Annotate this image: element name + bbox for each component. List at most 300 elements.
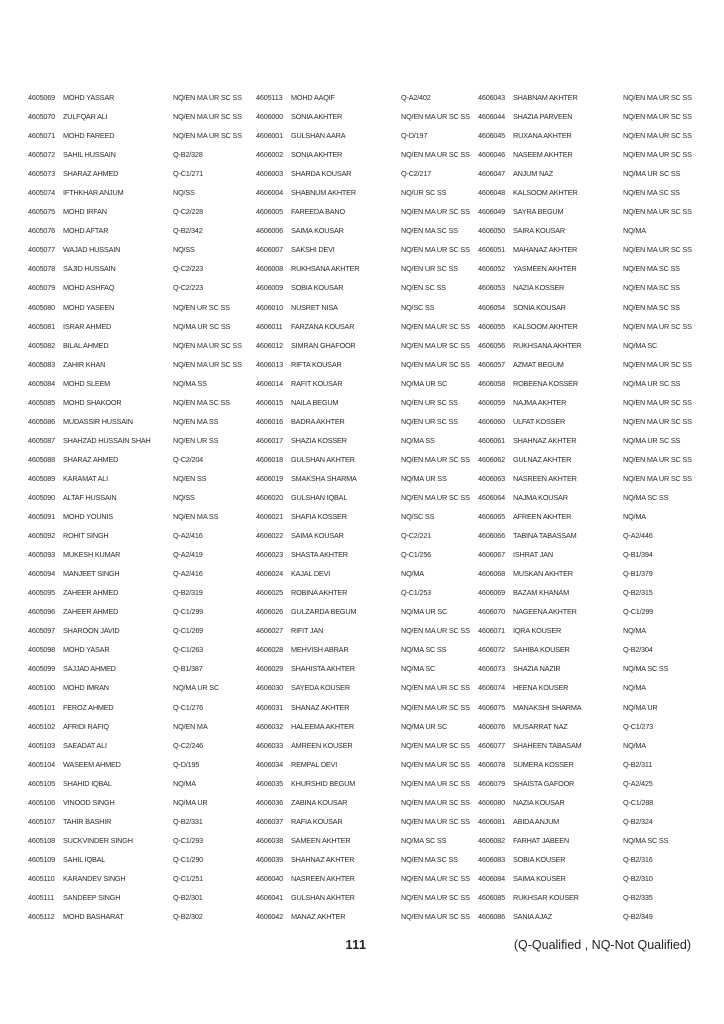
roll-number: 4606085 <box>478 892 506 902</box>
candidate-name: NAZIA KOSSER <box>513 283 565 293</box>
result-status: Q-B1/394 <box>623 550 653 560</box>
result-row <box>478 317 692 336</box>
result-status: Q-D/197 <box>401 131 428 141</box>
result-row <box>478 450 692 469</box>
result-status: Q-B2/316 <box>623 854 653 864</box>
result-row <box>28 698 244 717</box>
candidate-name: BAZAM KHANAM <box>513 588 569 598</box>
roll-number: 4606035 <box>256 778 284 788</box>
result-status: Q-C2/221 <box>401 531 432 541</box>
result-status: NQ/EN MA UR SC SS <box>173 93 242 103</box>
candidate-name: SHAHID IQBAL <box>63 778 112 788</box>
candidate-name: ZAHEER AHMED <box>63 607 119 617</box>
result-row <box>256 488 470 507</box>
roll-number: 4605102 <box>28 721 56 731</box>
result-row <box>478 374 692 393</box>
roll-number: 4606040 <box>256 873 284 883</box>
result-row <box>28 202 244 221</box>
roll-number: 4605078 <box>28 264 56 274</box>
roll-number: 4606038 <box>256 835 284 845</box>
roll-number: 4606068 <box>478 569 506 579</box>
result-row <box>28 164 244 183</box>
roll-number: 4606069 <box>478 588 506 598</box>
result-row <box>256 221 470 240</box>
roll-number: 4606083 <box>478 854 506 864</box>
result-row <box>478 126 692 145</box>
result-status: NQ/EN MA UR SC SS <box>401 912 470 922</box>
roll-number: 4606027 <box>256 626 284 636</box>
result-status: Q-B1/387 <box>173 664 203 674</box>
result-row <box>256 317 470 336</box>
result-row <box>256 240 470 259</box>
roll-number: 4605081 <box>28 321 56 331</box>
candidate-name: MOHD YASAR <box>63 645 110 655</box>
candidate-name: FARZANA KOUSAR <box>291 321 355 331</box>
candidate-name: NAJMA AKHTER <box>513 397 567 407</box>
result-status: Q-A2/416 <box>173 531 203 541</box>
result-row <box>256 717 470 736</box>
result-status: NQ/EN MA SS <box>173 416 219 426</box>
candidate-name: NAZIA KOUSAR <box>513 797 565 807</box>
result-row <box>478 164 692 183</box>
candidate-name: GULSHAN AARA <box>291 131 346 141</box>
result-row <box>28 755 244 774</box>
result-status: NQ/EN MA UR SC SS <box>401 207 470 217</box>
candidate-name: SHAZIA NAZIR <box>513 664 561 674</box>
result-status: Q-C2/223 <box>173 283 204 293</box>
result-status: Q-B2/302 <box>173 912 203 922</box>
roll-number: 4606044 <box>478 112 506 122</box>
result-row <box>478 621 692 640</box>
roll-number: 4606021 <box>256 512 284 522</box>
result-row <box>478 907 692 926</box>
result-row <box>478 545 692 564</box>
candidate-name: SAYEDA KOUSER <box>291 683 350 693</box>
candidate-name: RUKHSANA AKHTER <box>513 340 582 350</box>
result-status: NQ/EN MA UR SC SS <box>401 740 470 750</box>
candidate-name: MANAKSHI SHARMA <box>513 702 582 712</box>
candidate-name: SHAHISTA AKHTER <box>291 664 355 674</box>
candidate-name: NAJMA KOUSAR <box>513 493 568 502</box>
result-status: NQ/EN MA UR SC SS <box>623 207 692 217</box>
result-status: NQ/MA <box>623 512 646 522</box>
result-status: NQ/EN MA UR SC SS <box>401 873 470 883</box>
roll-number: 4606071 <box>478 626 506 636</box>
candidate-name: ZABINA KOUSAR <box>291 797 348 807</box>
candidate-name: HEENA KOUSER <box>513 683 569 693</box>
roll-number: 4606025 <box>256 588 284 598</box>
result-status: Q-C1/288 <box>623 797 654 807</box>
candidate-name: NASREEN AKHTER <box>291 873 355 883</box>
roll-number: 4606079 <box>478 778 506 788</box>
result-status: NQ/EN MA UR SC SS <box>401 778 470 788</box>
result-status: NQ/MA UR SC SS <box>623 169 681 179</box>
result-status: NQ/EN MA SC SS <box>401 854 458 864</box>
result-row <box>478 659 692 678</box>
roll-number: 4606059 <box>478 397 506 407</box>
roll-number: 4606029 <box>256 664 284 674</box>
candidate-name: KHURSHID BEGUM <box>291 778 356 788</box>
candidate-name: GULSHAN AKHTER <box>291 454 355 464</box>
roll-number: 4606063 <box>478 473 506 483</box>
result-row <box>256 678 470 697</box>
roll-number: 4605088 <box>28 454 56 464</box>
page-footer <box>0 938 724 956</box>
candidate-name: ZULFQAR ALI <box>63 112 108 122</box>
result-status: NQ/EN UR SS <box>173 435 219 445</box>
candidate-name: SIMRAN GHAFOOR <box>291 340 356 350</box>
roll-number: 4605107 <box>28 816 56 826</box>
result-status: Q-C1/253 <box>401 588 432 598</box>
result-row <box>28 640 244 659</box>
result-status: Q-B2/324 <box>623 816 653 826</box>
result-row <box>256 602 470 621</box>
candidate-name: NUSRET NISA <box>291 302 338 312</box>
result-row <box>256 583 470 602</box>
result-status: Q-C1/251 <box>173 873 204 883</box>
candidate-name: SHAROON JAVID <box>63 626 120 636</box>
result-row <box>256 126 470 145</box>
candidate-name: KALSOOM AKHTER <box>513 321 578 331</box>
candidate-name: SOBIA KOUSER <box>513 854 566 864</box>
candidate-name: AMREEN KOUSER <box>291 740 353 750</box>
result-row <box>256 259 470 278</box>
roll-number: 4606026 <box>256 607 284 617</box>
candidate-name: WAJAD HUSSAIN <box>63 245 121 255</box>
result-row <box>28 659 244 678</box>
result-status: NQ/MA SC <box>623 340 658 350</box>
candidate-name: HALEEMA AKHTER <box>291 721 354 731</box>
result-status: Q-C1/271 <box>173 169 204 179</box>
result-row <box>256 202 470 221</box>
roll-number: 4605094 <box>28 569 56 579</box>
roll-number: 4606002 <box>256 150 284 160</box>
result-status: NQ/EN MA UR SC SS <box>623 150 692 160</box>
result-status: NQ/MA SC SS <box>401 835 447 845</box>
roll-number: 4605092 <box>28 531 56 541</box>
roll-number: 4606045 <box>478 131 506 141</box>
candidate-name: SAJID HUSSAIN <box>63 264 116 274</box>
result-row <box>28 717 244 736</box>
result-status: Q-B2/331 <box>173 816 203 826</box>
result-row <box>28 355 244 374</box>
result-column-2 <box>256 88 470 926</box>
result-row <box>256 831 470 850</box>
candidate-name: SAIMA KOUSER <box>513 873 566 883</box>
result-row <box>28 298 244 317</box>
result-status: NQ/MA UR SC SS <box>623 435 681 445</box>
result-row <box>28 183 244 202</box>
roll-number: 4606015 <box>256 397 284 407</box>
result-status: Q-C1/263 <box>173 645 204 655</box>
candidate-name: MOHD IRFAN <box>63 207 107 217</box>
candidate-name: MOHD FAREED <box>63 131 115 141</box>
result-row <box>28 488 244 507</box>
roll-number: 4606008 <box>256 264 284 274</box>
result-row <box>28 793 244 812</box>
result-row <box>478 564 692 583</box>
result-status: NQ/MA UR <box>623 702 658 712</box>
result-status: NQ/MA <box>623 226 646 236</box>
roll-number: 4606055 <box>478 321 506 331</box>
result-status: Q-C1/299 <box>623 607 654 617</box>
roll-number: 4605085 <box>28 397 56 407</box>
result-status: NQ/MA <box>623 683 646 693</box>
result-status: NQ/EN MA UR SC SS <box>623 93 692 103</box>
result-row <box>28 221 244 240</box>
roll-number: 4606031 <box>256 702 284 712</box>
result-row <box>28 564 244 583</box>
result-status: NQ/EN MA UR SC SS <box>401 493 470 502</box>
candidate-name: ANJUM NAZ <box>513 169 553 179</box>
result-status: NQ/EN MA UR SC SS <box>173 112 242 122</box>
roll-number: 4606037 <box>256 816 284 826</box>
result-status: Q-C2/246 <box>173 740 204 750</box>
result-row <box>478 602 692 621</box>
result-status: Q-C2/228 <box>173 207 204 217</box>
candidate-name: SAIMA KOUSAR <box>291 226 344 236</box>
candidate-name: SAHIL HUSSAIN <box>63 150 116 160</box>
candidate-name: SAJJAD AHMED <box>63 664 116 674</box>
result-status: NQ/MA SS <box>173 378 207 388</box>
result-row <box>256 888 470 907</box>
roll-number: 4606042 <box>256 912 284 922</box>
candidate-name: SMAKSHA SHARMA <box>291 473 357 483</box>
result-row <box>28 259 244 278</box>
roll-number: 4606049 <box>478 207 506 217</box>
result-row <box>478 393 692 412</box>
roll-number: 4605079 <box>28 283 56 293</box>
candidate-name: ZAHEER AHMED <box>63 588 119 598</box>
result-row <box>256 659 470 678</box>
result-status: NQ/MA UR <box>173 797 208 807</box>
candidate-name: MOHD YOUNIS <box>63 512 113 522</box>
result-status: NQ/EN MA UR SC SS <box>401 683 470 693</box>
candidate-name: NAILA BEGUM <box>291 397 339 407</box>
result-status: Q-B2/315 <box>623 588 653 598</box>
candidate-name: YASMEEN AKHTER <box>513 264 577 274</box>
result-status: NQ/EN UR SC SS <box>401 397 458 407</box>
result-status: Q-C2/217 <box>401 169 432 179</box>
result-status: Q-B2/319 <box>173 588 203 598</box>
roll-number: 4606070 <box>478 607 506 617</box>
candidate-name: FEROZ AHMED <box>63 702 114 712</box>
result-status: NQ/EN MA UR SC SS <box>623 359 692 369</box>
candidate-name: MOHD YASEEN <box>63 302 115 312</box>
result-row <box>256 793 470 812</box>
result-status: NQ/MA UR SC SS <box>173 321 231 331</box>
result-row <box>256 374 470 393</box>
roll-number: 4606072 <box>478 645 506 655</box>
result-row <box>478 183 692 202</box>
roll-number: 4606013 <box>256 359 284 369</box>
roll-number: 4606003 <box>256 169 284 179</box>
result-row <box>28 583 244 602</box>
roll-number: 4605105 <box>28 778 56 788</box>
qualification-legend: (Q-Qualified , NQ-Not Qualified) <box>513 938 691 952</box>
result-row <box>478 850 692 869</box>
result-row <box>478 88 692 107</box>
candidate-name: SHAHEEN TABASAM <box>513 740 582 750</box>
result-status: NQ/EN UR SC SS <box>401 264 458 274</box>
candidate-name: KARAMAT ALI <box>63 473 108 483</box>
result-status: Q-B2/304 <box>623 645 653 655</box>
roll-number: 4605097 <box>28 626 56 636</box>
candidate-name: MANAZ AKHTER <box>291 912 346 922</box>
candidate-name: NASREEN AKHTER <box>513 473 577 483</box>
roll-number: 4606010 <box>256 302 284 312</box>
candidate-name: ISRAR AHMED <box>63 321 112 331</box>
result-row <box>256 869 470 888</box>
result-status: NQ/EN SC SS <box>401 283 446 293</box>
result-row <box>256 907 470 926</box>
roll-number: 4606067 <box>478 550 506 560</box>
result-status: NQ/EN MA SC SS <box>401 226 458 236</box>
result-row <box>256 278 470 297</box>
result-status: NQ/EN MA SC SS <box>623 302 680 312</box>
result-status: Q-B1/379 <box>623 569 653 579</box>
candidate-name: SHAHNAZ AKHTER <box>513 435 577 445</box>
roll-number: 4605076 <box>28 226 56 236</box>
result-status: NQ/EN MA UR SC SS <box>401 321 470 331</box>
result-status: NQ/EN MA UR SC SS <box>173 340 242 350</box>
roll-number: 4605075 <box>28 207 56 217</box>
roll-number: 4605106 <box>28 797 56 807</box>
roll-number: 4605070 <box>28 112 56 122</box>
candidate-name: ROBEENA KOSSER <box>513 378 578 388</box>
roll-number: 4606039 <box>256 854 284 864</box>
result-status: NQ/MA SC <box>401 664 436 674</box>
result-row <box>28 240 244 259</box>
roll-number: 4605072 <box>28 150 56 160</box>
candidate-name: ISHRAT JAN <box>513 550 553 560</box>
result-row <box>256 355 470 374</box>
roll-number: 4606076 <box>478 721 506 731</box>
roll-number: 4606061 <box>478 435 506 445</box>
result-status: Q-A2/419 <box>173 550 203 560</box>
roll-number: 4606033 <box>256 740 284 750</box>
result-row <box>28 393 244 412</box>
roll-number: 4606077 <box>478 740 506 750</box>
result-status: NQ/MA UR SC <box>401 721 448 731</box>
candidate-name: SHARAZ AHMED <box>63 454 119 464</box>
result-row <box>478 431 692 450</box>
roll-number: 4606066 <box>478 531 506 541</box>
candidate-name: IFTHKHAR ANJUM <box>63 188 124 198</box>
roll-number: 4606028 <box>256 645 284 655</box>
roll-number: 4606064 <box>478 493 506 502</box>
result-status: NQ/SC SS <box>401 512 435 522</box>
roll-number: 4605091 <box>28 512 56 522</box>
result-row <box>28 412 244 431</box>
roll-number: 4605086 <box>28 416 56 426</box>
candidate-name: BADRA AKHTER <box>291 416 345 426</box>
result-status: Q-A2/446 <box>623 531 653 541</box>
result-row <box>28 812 244 831</box>
candidate-name: GULSHAN AKHTER <box>291 892 355 902</box>
result-status: NQ/MA UR SC <box>401 607 448 617</box>
candidate-name: SHASTA AKHTER <box>291 550 348 560</box>
result-status: Q-A2/402 <box>401 93 431 103</box>
result-status: NQ/EN MA UR SC SS <box>401 340 470 350</box>
result-row <box>478 678 692 697</box>
candidate-name: NAGEENA AKHTER <box>513 607 577 617</box>
candidate-name: TABINA TABASSAM <box>513 531 577 541</box>
candidate-name: SHAISTA GAFOOR <box>513 778 575 788</box>
roll-number: 4606051 <box>478 245 506 255</box>
result-status: NQ/EN UR SC SS <box>173 302 230 312</box>
result-row <box>478 755 692 774</box>
candidate-name: FARHAT JABEEN <box>513 835 569 845</box>
result-row <box>256 88 470 107</box>
result-column-3 <box>478 88 692 926</box>
result-row <box>28 126 244 145</box>
result-row <box>478 640 692 659</box>
roll-number: 4605074 <box>28 188 56 198</box>
result-status: NQ/EN MA UR SC SS <box>401 892 470 902</box>
roll-number: 4605110 <box>28 873 55 883</box>
result-row <box>256 526 470 545</box>
roll-number: 4606011 <box>256 321 283 331</box>
result-status: NQ/MA <box>401 569 424 579</box>
result-row <box>256 507 470 526</box>
roll-number: 4606073 <box>478 664 506 674</box>
candidate-name: MANJEET SINGH <box>63 569 120 579</box>
candidate-name: SAIRA KOUSAR <box>513 226 565 236</box>
roll-number: 4605093 <box>28 550 56 560</box>
candidate-name: SHARAZ AHMED <box>63 169 119 179</box>
roll-number: 4606032 <box>256 721 284 731</box>
result-status: NQ/EN SS <box>173 473 207 483</box>
result-status: NQ/MA SC SS <box>623 835 669 845</box>
result-status: NQ/SS <box>173 245 195 255</box>
candidate-name: SONIA AKHTER <box>291 112 343 122</box>
roll-number: 4606043 <box>478 93 506 103</box>
result-row <box>478 412 692 431</box>
roll-number: 4605077 <box>28 245 56 255</box>
result-row <box>256 412 470 431</box>
result-row <box>478 336 692 355</box>
result-row <box>478 469 692 488</box>
candidate-name: MUKESH KUMAR <box>63 550 121 560</box>
result-status: NQ/MA UR SC <box>401 378 448 388</box>
roll-number: 4606001 <box>256 131 284 141</box>
result-status: Q-B2/311 <box>623 759 653 769</box>
roll-number: 4606075 <box>478 702 506 712</box>
roll-number: 4606047 <box>478 169 506 179</box>
roll-number: 4606048 <box>478 188 506 198</box>
roll-number: 4606034 <box>256 759 284 769</box>
roll-number: 4605082 <box>28 340 56 350</box>
candidate-name: SUMERA KOSSER <box>513 759 574 769</box>
result-status: Q-C1/276 <box>173 702 204 712</box>
result-status: Q-B2/335 <box>623 892 653 902</box>
roll-number: 4606018 <box>256 454 284 464</box>
candidate-name: RAFIT KOUSAR <box>291 378 343 388</box>
roll-number: 4605084 <box>28 378 56 388</box>
candidate-name: MUSARRAT NAZ <box>513 721 568 731</box>
result-row <box>478 507 692 526</box>
result-status: NQ/EN MA UR SC SS <box>623 397 692 407</box>
candidate-name: MOHD SLEEM <box>63 378 111 388</box>
result-row <box>478 793 692 812</box>
result-row <box>28 869 244 888</box>
roll-number: 4606024 <box>256 569 284 579</box>
result-status: Q-C2/223 <box>173 264 204 274</box>
result-row <box>478 526 692 545</box>
candidate-name: REMPAL DEVI <box>291 759 338 769</box>
candidate-name: RUKHSANA AKHTER <box>291 264 360 274</box>
